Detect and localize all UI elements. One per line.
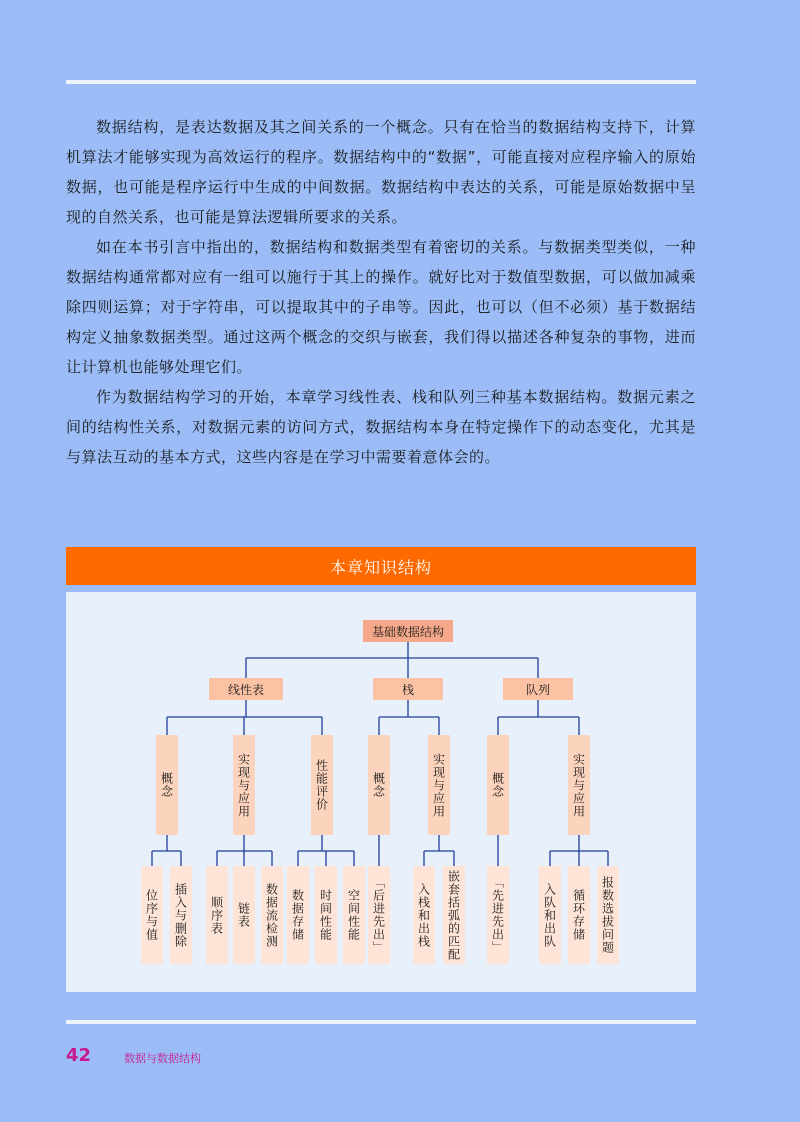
paragraph-2: 如在本书引言中指出的，数据结构和数据类型有着密切的关系。与数据类型类似，一种数据结构通常都对应有一组可以施行于其上的操作。就好比对于数值型数据，可以做加减乘除四则运算；对于字符串，可以提取其中的子串等。因此，也可以（但不必须）基于数据结构定义抽象数据类型。通过这两个概念的交织与嵌套，我们得以描述各种复杂的事物，进而让计算机也能够处理它们。 — [66, 238, 696, 376]
leaf-counting-selection: 报数选拔问题 — [597, 866, 619, 964]
node-list-perf: 性能评价 — [311, 735, 333, 835]
bottom-rule — [66, 1020, 696, 1024]
leaf-linked-list: 链表 — [233, 866, 255, 964]
leaf-lifo: 「后进先出」 — [368, 866, 390, 964]
node-list-concept: 概念 — [156, 735, 178, 835]
node-queue: 队列 — [503, 678, 573, 700]
node-queue-impl: 实现与应用 — [568, 735, 590, 835]
leaf-data-storage: 数据存储 — [287, 866, 309, 964]
node-root: 基础数据结构 — [363, 620, 453, 642]
node-list-impl: 实现与应用 — [233, 735, 255, 835]
running-title: 数据与数据结构 — [124, 1052, 201, 1065]
leaf-insert-delete: 插入与删除 — [170, 866, 192, 964]
node-stack-impl: 实现与应用 — [428, 735, 450, 835]
node-stack-concept: 概念 — [368, 735, 390, 835]
node-linear-list: 线性表 — [209, 678, 283, 700]
page-number: 42 — [66, 1045, 92, 1066]
leaf-time-performance: 时间性能 — [315, 866, 337, 964]
body-text — [66, 112, 696, 472]
node-queue-concept: 概念 — [487, 735, 509, 835]
leaf-bracket-matching: 嵌套括弧的匹配 — [443, 866, 465, 964]
leaf-fifo: 「先进先出」 — [487, 866, 509, 964]
leaf-space-performance: 空间性能 — [343, 866, 365, 964]
paragraph-1: 数据结构，是表达数据及其之间关系的一个概念。只有在恰当的数据结构支持下，计算机算法才能够实现为高效运行的程序。数据结构中的“数据”，可能直接对应程序输入的原始数据，也可能是程序运行中生成的中间数据。数据结构中表达的关系，可能是原始数据中呈现的自然关系，也可能是算法逻辑所要求的关系。 — [66, 118, 696, 226]
leaf-circular-storage: 循环存储 — [568, 866, 590, 964]
leaf-stream-detection: 数据流检测 — [261, 866, 283, 964]
node-stack: 栈 — [373, 678, 443, 700]
top-rule — [66, 80, 696, 84]
paragraph-3: 作为数据结构学习的开始，本章学习线性表、栈和队列三种基本数据结构。数据元素之间的结构性关系，对数据元素的访问方式，数据结构本身在特定操作下的动态变化，尤其是与算法互动的基本方式，这些内容是在学习中需要着意体会的。 — [66, 388, 696, 466]
leaf-enqueue-dequeue: 入队和出队 — [539, 866, 561, 964]
leaf-push-pop: 入栈和出栈 — [413, 866, 435, 964]
chapter-structure-banner: 本章知识结构 — [66, 547, 696, 585]
knowledge-structure-diagram — [66, 592, 696, 992]
leaf-sequential-list: 顺序表 — [206, 866, 228, 964]
leaf-order-value: 位序与值 — [141, 866, 163, 964]
